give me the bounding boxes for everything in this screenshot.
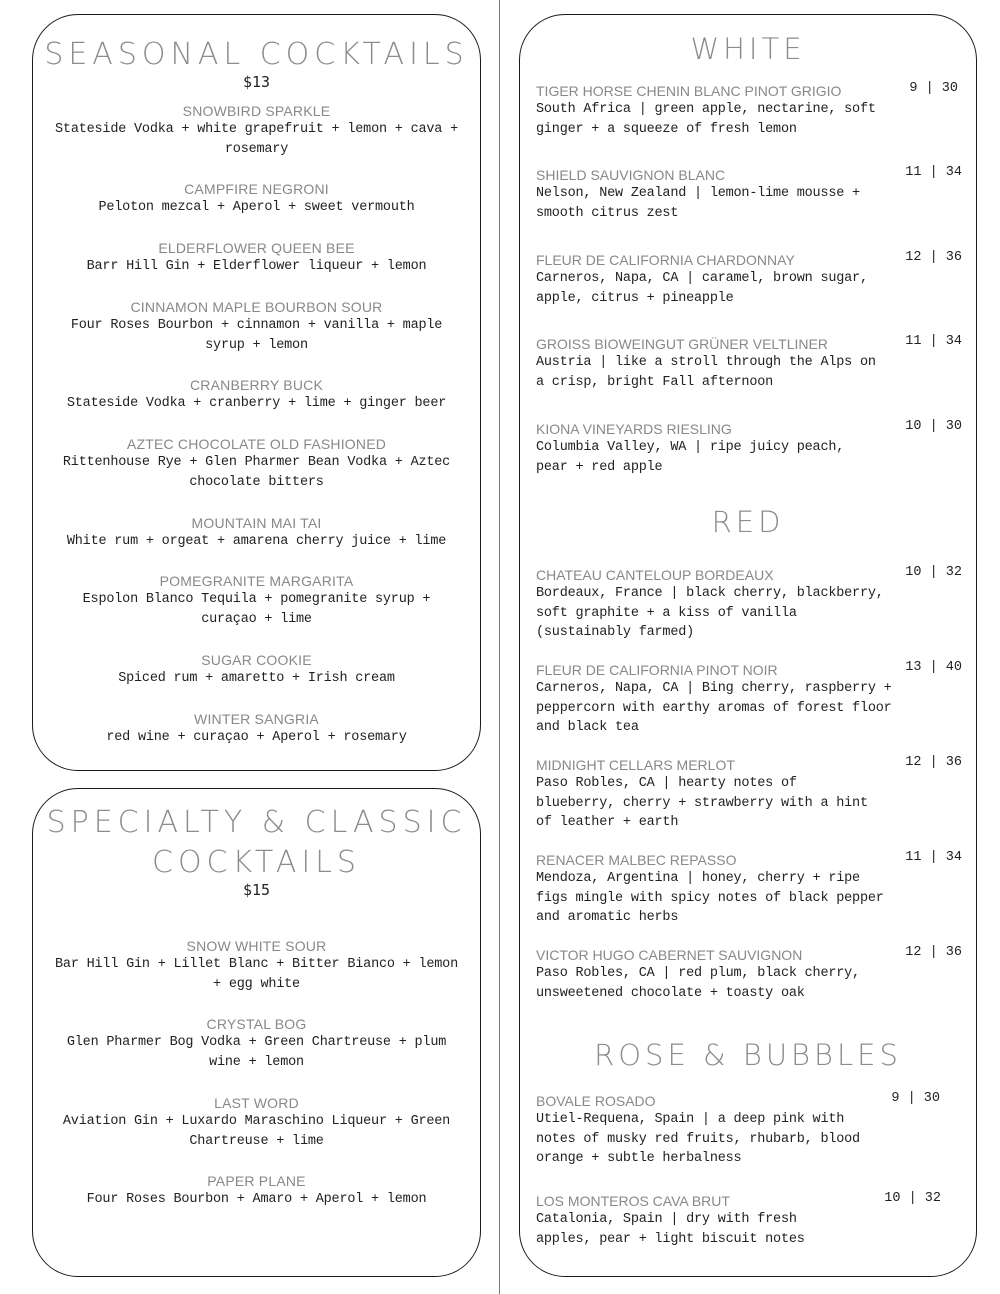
wine-description: Paso Robles, CA | hearty notes of blueberry, cherry + strawberry with a hint of leather + earth — [536, 776, 868, 830]
wine-item — [536, 946, 908, 1003]
wine-item — [536, 82, 908, 139]
white-title: WHITE — [690, 32, 806, 66]
wine-price: 12 | 36 — [905, 250, 962, 265]
wine-item — [536, 566, 908, 643]
wine-price: 10 | 32 — [905, 565, 962, 580]
item-description: Rittenhouse Rye + Glen Pharmer Bean Vodka + Aztec chocolate bitters — [62, 455, 451, 490]
section-title: SEASONAL COCKTAILS — [44, 37, 469, 72]
wine-item — [536, 1192, 908, 1249]
wine-panel — [519, 14, 977, 1277]
menu-item — [53, 180, 460, 218]
item-name: SNOW WHITE SOUR — [186, 938, 327, 954]
item-name: CAMPFIRE NEGRONI — [184, 181, 329, 197]
wine-name: FLEUR DE CALIFORNIA CHARDONNAY — [536, 252, 795, 268]
wine-price: 11 | 34 — [905, 850, 962, 865]
item-description: Bar Hill Gin + Lillet Blanc + Bitter Bianco + lemon + egg white — [55, 957, 458, 992]
item-name: ELDERFLOWER QUEEN BEE — [158, 240, 355, 256]
item-name: LAST WORD — [214, 1095, 299, 1111]
item-description: Stateside Vodka + cranberry + lime + ginger beer — [66, 396, 447, 411]
wine-name: BOVALE ROSADO — [536, 1093, 656, 1109]
item-description: White rum + orgeat + amarena cherry juice + lime — [66, 534, 447, 549]
wine-price: 13 | 40 — [905, 660, 962, 675]
item-description: Four Roses Bourbon + cinnamon + vanilla + maple syrup + lemon — [70, 318, 443, 353]
item-name: CRYSTAL BOG — [206, 1016, 307, 1032]
wine-name: TIGER HORSE CHENIN BLANC PINOT GRIGIO — [536, 83, 842, 99]
menu-item — [69, 298, 444, 355]
wine-description: Columbia Valley, WA | ripe juicy peach, pear + red apple — [536, 440, 845, 475]
wine-description: Austria | like a stroll through the Alps on a crisp, bright Fall afternoon — [536, 355, 876, 390]
item-name: CINNAMON MAPLE BOURBON SOUR — [130, 299, 383, 315]
wine-price: 11 | 34 — [905, 165, 962, 180]
wine-item — [536, 756, 908, 833]
item-name: AZTEC CHOCOLATE OLD FASHIONED — [126, 436, 387, 452]
wine-name: CHATEAU CANTELOUP BORDEAUX — [536, 567, 774, 583]
wine-price: 9 | 30 — [909, 81, 958, 96]
red-title: RED — [711, 505, 785, 539]
wine-name: FLEUR DE CALIFORNIA PINOT NOIR — [536, 662, 778, 678]
item-description: Stateside Vodka + white grapefruit + lemon + cava + rosemary — [55, 122, 458, 157]
wine-description: South Africa | green apple, nectarine, soft ginger + a squeeze of fresh lemon — [536, 102, 876, 137]
menu-item — [63, 1015, 450, 1072]
wine-description: Utiel-Requena, Spain | a deep pink with notes of musky red fruits, rhubarb, blood orange + subtle herbalness — [536, 1112, 860, 1166]
wine-description: Nelson, New Zealand | lemon-lime mousse + smooth citrus zest — [536, 186, 860, 221]
item-description: Four Roses Bourbon + Amaro + Aperol + lemon — [86, 1192, 427, 1207]
wine-description: Carneros, Napa, CA | Bing cherry, raspberry + peppercorn with earthy aromas of forest floor and black tea — [536, 681, 892, 735]
wine-name: RENACER MALBEC REPASSO — [536, 852, 737, 868]
wine-item — [536, 851, 908, 928]
wine-price: 12 | 36 — [905, 755, 962, 770]
menu-item — [53, 710, 460, 748]
section-price: $13 — [242, 73, 271, 91]
wine-price: 10 | 32 — [884, 1191, 941, 1206]
wine-item — [536, 251, 908, 308]
wine-description: Mendoza, Argentina | honey, cherry + ripe figs mingle with spicy notes of black pepper and aromatic herbs — [536, 871, 884, 925]
section-title-line-2: COCKTAILS — [152, 845, 361, 880]
item-name: CRANBERRY BUCK — [190, 377, 323, 393]
item-description: Barr Hill Gin + Elderflower liqueur + lemon — [86, 259, 427, 274]
menu-item — [69, 572, 444, 629]
seasonal-cocktails-panel — [32, 14, 481, 771]
wine-price: 9 | 30 — [891, 1091, 940, 1106]
wine-price: 11 | 34 — [905, 334, 962, 349]
wine-price: 12 | 36 — [905, 945, 962, 960]
menu-item — [53, 1094, 460, 1151]
item-name: SNOWBIRD SPARKLE — [182, 103, 331, 119]
menu-item — [53, 937, 460, 994]
item-name: PAPER PLANE — [207, 1173, 306, 1189]
menu-item — [53, 376, 460, 414]
item-description: Peloton mezcal + Aperol + sweet vermouth — [98, 200, 415, 215]
wine-item — [536, 420, 908, 477]
item-name: MOUNTAIN MAI TAI — [191, 515, 322, 531]
wine-item — [536, 335, 908, 392]
wine-item — [536, 661, 908, 738]
item-description: Glen Pharmer Bog Vodka + Green Chartreuse + plum wine + lemon — [66, 1035, 447, 1070]
item-description: Spiced rum + amaretto + Irish cream — [118, 671, 395, 686]
wine-name: LOS MONTEROS CAVA BRUT — [536, 1193, 730, 1209]
menu-item — [53, 514, 460, 552]
specialty-classic-cocktails-panel — [32, 788, 481, 1277]
section-title-line-1: SPECIALTY & CLASSIC — [46, 805, 467, 840]
wine-description: Catalonia, Spain | dry with fresh apples, pear + light biscuit notes — [536, 1212, 805, 1247]
wine-item — [536, 166, 908, 223]
item-description: Espolon Blanco Tequila + pomegranite syrup + curaçao + lime — [82, 592, 431, 627]
rose-bubbles-title: ROSE & BUBBLES — [594, 1038, 902, 1072]
menu-item — [53, 1172, 460, 1210]
item-name: SUGAR COOKIE — [201, 652, 312, 668]
center-divider — [499, 0, 500, 1294]
section-price: $15 — [242, 881, 271, 899]
wine-name: KIONA VINEYARDS RIESLING — [536, 421, 732, 437]
wine-description: Carneros, Napa, CA | caramel, brown sugar, apple, citrus + pineapple — [536, 271, 868, 306]
wine-price: 10 | 30 — [905, 419, 962, 434]
menu-item — [53, 651, 460, 689]
item-name: POMEGRANITE MARGARITA — [159, 573, 354, 589]
wine-item — [536, 1092, 908, 1169]
item-description: Aviation Gin + Luxardo Maraschino Liqueur + Green Chartreuse + lime — [62, 1114, 451, 1149]
wine-name: SHIELD SAUVIGNON BLANC — [536, 167, 726, 183]
item-description: red wine + curaçao + Aperol + rosemary — [106, 730, 407, 745]
wine-description: Bordeaux, France | black cherry, blackberry, soft graphite + a kiss of vanilla (sustainably farmed) — [536, 586, 884, 640]
wine-name: GROISS BIOWEINGUT GRÜNER VELTLINER — [536, 336, 828, 352]
wine-name: MIDNIGHT CELLARS MERLOT — [536, 757, 735, 773]
menu-item — [59, 435, 454, 492]
menu-item — [53, 239, 460, 277]
item-name: WINTER SANGRIA — [194, 711, 319, 727]
menu-item — [53, 102, 460, 159]
wine-name: VICTOR HUGO CABERNET SAUVIGNON — [536, 947, 803, 963]
wine-description: Paso Robles, CA | red plum, black cherry, unsweetened chocolate + toasty oak — [536, 966, 860, 1001]
